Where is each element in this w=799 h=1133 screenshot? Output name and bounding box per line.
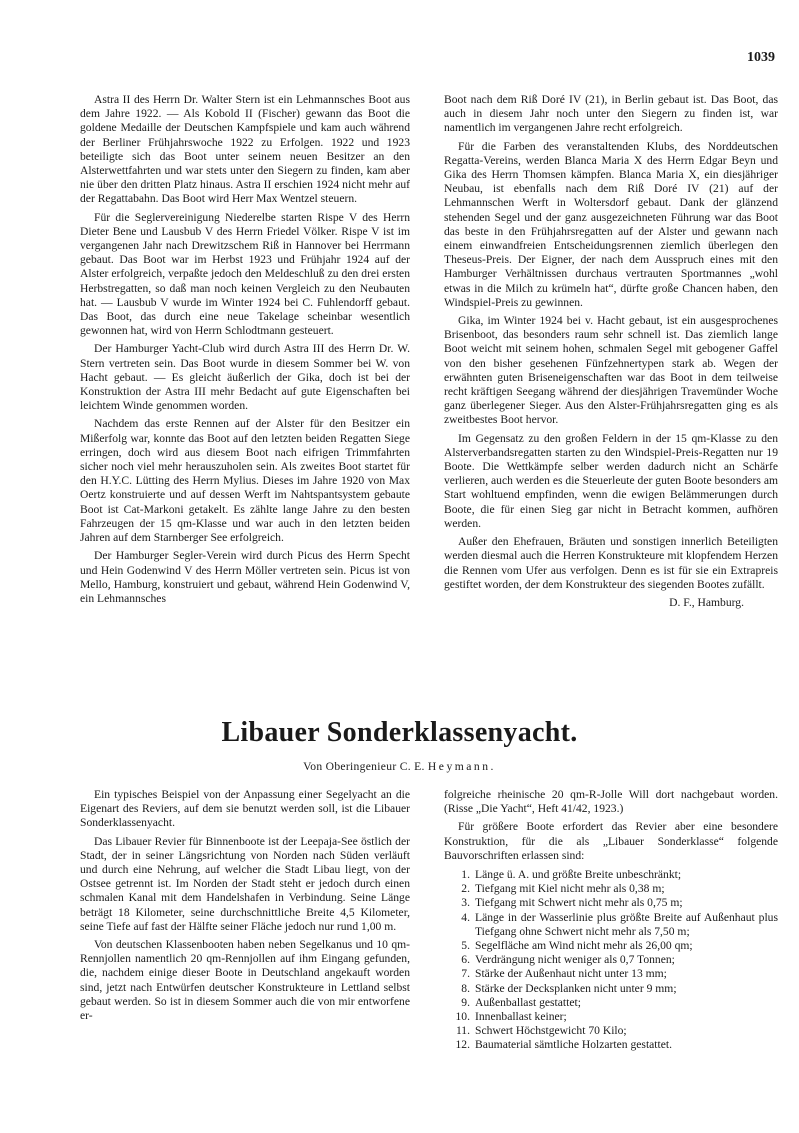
paragraph-bauvorschriften-intro: Für größere Boote erfordert das Revier aber eine besondere Konstruktion, für die als „Libauer Sonderklasse“ folgende Bauvorschriften erlassen sind:	[444, 820, 778, 862]
rule-item	[452, 911, 778, 939]
article-byline	[0, 760, 799, 773]
rules-list	[452, 868, 778, 1053]
rule-number: 8.	[461, 981, 470, 995]
rule-text: Baumaterial sämtliche Holzarten gestattet.	[475, 1038, 673, 1052]
paragraph-revier: Das Libauer Revier für Binnenboote ist der Leepaja-See östlich der Stadt, der in seiner Längsrichtung von Norden nach Süden verläuft und durch eine Nehrung, auf welcher die Stadt Libau liegt, von der Ostsee getrennt ist. Im Norden der Stadt steht er jedoch durch einen schmalen Kanal mit dem Handelshafen in Verbindung. Seine Länge beträgt 18 Kilometer, seine durchschnittliche Breite 4,5 Kilometer, seine Tiefe auf fast der Hälfte seiner Fläche jedoch nur rund 1,00 m.	[80, 834, 410, 933]
rule-item	[452, 896, 778, 910]
rule-item	[452, 868, 778, 882]
rule-text: Tiefgang mit Kiel nicht mehr als 0,38 m;	[475, 882, 665, 896]
rule-text: Schwert Höchstgewicht 70 Kilo;	[475, 1024, 627, 1038]
rule-item	[452, 996, 778, 1010]
paragraph-astra-ii: Astra II des Herrn Dr. Walter Stern ist ein Lehmannsches Boot aus dem Jahre 1922. — Als Kobold II (Fischer) gewann das Boot die goldene Medaille der Deutschen Kampfspiele und kam auch während der Berliner Frühjahrswoche 1922 zu Erfolgen. 1922 und 1923 beteiligte sich das Boot unter seinem neuen Besitzer an den Alsterwettfahrten und war stets unter den Siegern zu finden, kam aber nie über den dritten Platz hinaus. Astra II erschien 1924 nicht mehr auf der Regattabahn. Das Boot wird Herr Max Wentzel steuern.	[80, 93, 410, 206]
rule-number: 10.	[455, 1010, 470, 1024]
rule-text: Stärke der Außenhaut nicht unter 13 mm;	[475, 967, 667, 981]
rule-number: 12.	[455, 1038, 470, 1052]
paragraph-continuation: Boot nach dem Riß Doré IV (21), in Berlin gebaut ist. Das Boot, das auch in diesem Jahr noch unter den Siegern zu finden ist, war namentlich im vergangenen Jahre recht erfolgreich.	[444, 93, 778, 135]
paragraph-segler-verein: Der Hamburger Segler-Verein wird durch Picus des Herrn Specht und Hein Godenwind V des Herrn Möller vertreten sein. Picus ist von Mello, Hamburg, konstruiert und gebaut, während Hein Godenwind V, ein Lehmannsches	[80, 549, 410, 605]
article-title: Libauer Sonderklassenyacht.	[221, 717, 578, 748]
top-left-column	[80, 93, 410, 606]
rule-text: Verdrängung nicht weniger als 0,7 Tonnen;	[475, 953, 675, 967]
rule-item	[452, 967, 778, 981]
paragraph-windspiel-preis: Im Gegensatz zu den großen Feldern in der 15 qm-Klasse zu den Alsterverbandsregatten starten zu den Windspiel-Preis-Regatten nur 19 Boote. Die Wettkämpfe selber werden dadurch nicht an Schärfe verlieren, auch werden es die Steuerleute der guten Boote besonders am Start wohltuend empfinden, wenn die ewigen Belämmerungen durch Boote, die für einen Sieg gar nicht in Betracht kommen, aufhören werden.	[444, 431, 778, 530]
rule-number: 9.	[461, 995, 470, 1009]
rule-text: Stärke der Decksplanken nicht unter 9 mm;	[475, 981, 677, 995]
paragraph-norddeutscher-regatta-verein: Für die Farben des veranstaltenden Klubs, des Norddeutschen Regatta-Vereins, werden Blanca Maria X des Herrn Edgar Beyn und Gika des Herrn Thomsen kämpfen. Blanca Maria X, ein diesjähriger Neubau, ist ebenfalls nach dem Riß Doré IV (21) auf der Lehmannschen Werft in Woltersdorf gebaut. Dank der glänzend stehenden Segel und der ganz ausgezeichneten Führung war das Boot das beste in den Frühjahrsregatten auf der Alster und gewann nach einem einwandfreien Entscheidungsrennen ziemlich überlegen den Theseus-Preis. Der Eigner, der nach dem Ausspruch eines mit den Hamburger Verhältnissen durchaus vertrauten Sportmannes „wohl etwas in die Milch zu krümeln hat“, dürfte große Chancen haben, den Windspiel-Preis zu gewinnen.	[444, 139, 778, 309]
bottom-right-column	[444, 788, 778, 1053]
rule-number: 6.	[461, 953, 470, 967]
rule-item	[452, 882, 778, 896]
paragraph-intro: Ein typisches Beispiel von der Anpassung einer Segelyacht an die Eigenart des Reviers, auf dem sie benutzt werden soll, ist die Libauer Sonderklassenyacht.	[80, 788, 410, 830]
rule-number: 7.	[461, 967, 470, 981]
rule-text: Segelfläche am Wind nicht mehr als 26,00 qm;	[475, 939, 693, 953]
paragraph-continuation-bottom: folgreiche rheinische 20 qm-R-Jolle Will dort nachgebaut worden. (Risse „Die Yacht“, Heft 41/42, 1923.)	[444, 788, 778, 816]
rule-number: 5.	[461, 939, 470, 953]
rule-number: 11.	[455, 1024, 470, 1038]
rule-number: 4.	[461, 910, 470, 924]
rule-item	[452, 1024, 778, 1038]
rule-text: Außenballast gestattet;	[475, 995, 581, 1009]
rule-item	[452, 1010, 778, 1024]
rule-item	[452, 1038, 778, 1052]
top-right-column	[444, 93, 778, 610]
byline-author: Heymann.	[427, 760, 496, 773]
rule-item	[452, 982, 778, 996]
rule-number: 2.	[461, 882, 470, 896]
rule-text: Innenballast keiner;	[475, 1010, 567, 1024]
paragraph-konstrukteure: Außer den Ehefrauen, Bräuten und sonstigen innerlich Beteiligten werden diesmal auch die Herren Konstrukteure mit klopfendem Herzen die Rennen vom Ufer aus verfolgen. Denn es ist für sie ein Extrapreis gestiftet worden, der dem Konstrukteur des siegenden Bootes zufällt.	[444, 535, 778, 591]
paragraph-luetting: Nachdem das erste Rennen auf der Alster für den Besitzer ein Mißerfolg war, konnte das Boot auf den letzten beiden Regatten Siege erringen, doch wird aus diesem Boot nach eifrigen Trimmfahrten sicher noch viel mehr herauszuholen sein. Als zweites Boot startet für den H.Y.C. Lütting des Herrn Mylius. Dieses im Jahre 1920 von Max Oertz konstruierte und auf dessen Werft im Nahtspantsystem gebaute Boot ist Cat-Markoni getakelt. Es zählte lange Jahre zu den besten Fahrzeugen der 15 qm-Klasse und war auch in den letzten beiden Jahren auf dem Starnberger See erfolgreich.	[80, 417, 410, 545]
rule-text: Tiefgang mit Schwert nicht mehr als 0,75 m;	[475, 896, 683, 910]
paragraph-niederelbe: Für die Seglervereinigung Niederelbe starten Rispe V des Herrn Dieter Bene und Lausbub V des Herrn Friedel Völker. Rispe V ist im vergangenen Jahr nach Drewitzschem Riß in Hannover bei Herrmann gebaut. Das Boot war im Herbst 1923 und Frühjahr 1924 auf der Alster erfolgreich, verpaßte jedoch den Meldeschluß zu den drei ersten Herbstregatten, so daß man noch keinen Vergleich zu den Neubauten hat. — Lausbub V wurde im Winter 1924 bei C. Fuhlendorff gebaut. Das Boot, das durch eine neue Takelage scheinbar wesentlich gewonnen hat, wird von Herrn Schlodtmann gesteuert.	[80, 210, 410, 338]
bottom-left-column	[80, 788, 410, 1023]
author-signature: D. F., Hamburg.	[669, 595, 744, 609]
page-number: 1039	[747, 50, 775, 65]
rule-text: Länge ü. A. und größte Breite unbeschränkt;	[475, 868, 682, 882]
paragraph-klassenboote: Von deutschen Klassenbooten haben neben Segelkanus und 10 qm-Rennjollen namentlich 20 qm-Rennjollen auf ihm Eingang gefunden, die, nachdem einige dieser Boote in Deutschland angekauft worden sind, jetzt nach Entwürfen deutscher Konstrukteure in Lettland selbst gebaut werden. So ist in diesem Sommer auch die von mir entworfene er-	[80, 938, 410, 1023]
rule-number: 1.	[461, 868, 470, 882]
rule-text: Länge in der Wasserlinie plus größte Breite auf Außenhaut plus Tiefgang ohne Schwert nicht mehr als 7,50 m;	[475, 910, 778, 938]
rule-item	[452, 953, 778, 967]
rule-item	[452, 939, 778, 953]
paragraph-hamburger-yacht-club: Der Hamburger Yacht-Club wird durch Astra III des Herrn Dr. W. Stern vertreten sein. Das Boot wurde in diesem Sommer bei W. von Hacht gebaut. — Es gleicht äußerlich der Gika, doch ist bei der Konstruktion der Astra III mehr Bedacht auf gute Eigenschaften bei leichtem Winde genommen worden.	[80, 342, 410, 413]
paragraph-gika: Gika, im Winter 1924 bei v. Hacht gebaut, ist ein ausgesprochenes Brisenboot, das besonders raum sehr schnell ist. Das ziemlich lange Boot weicht mit seinem hohen, schmalen Segel mit gebogener Gaffel von den bisher gesehenen Fünfzehnertypen stark ab. Wegen der erwähnten guten Briseneigenschaften war das Boot in dem teilweise recht kräftigen Seegang während der diesjährigen Travemünder Woche ganz überlegener Sieger. Aus den Alster-Frühjahrsregatten ging es als zweitbestes Boot hervor.	[444, 314, 778, 427]
byline-prefix: Von Oberingenieur C. E.	[303, 760, 425, 773]
rule-number: 3.	[461, 896, 470, 910]
